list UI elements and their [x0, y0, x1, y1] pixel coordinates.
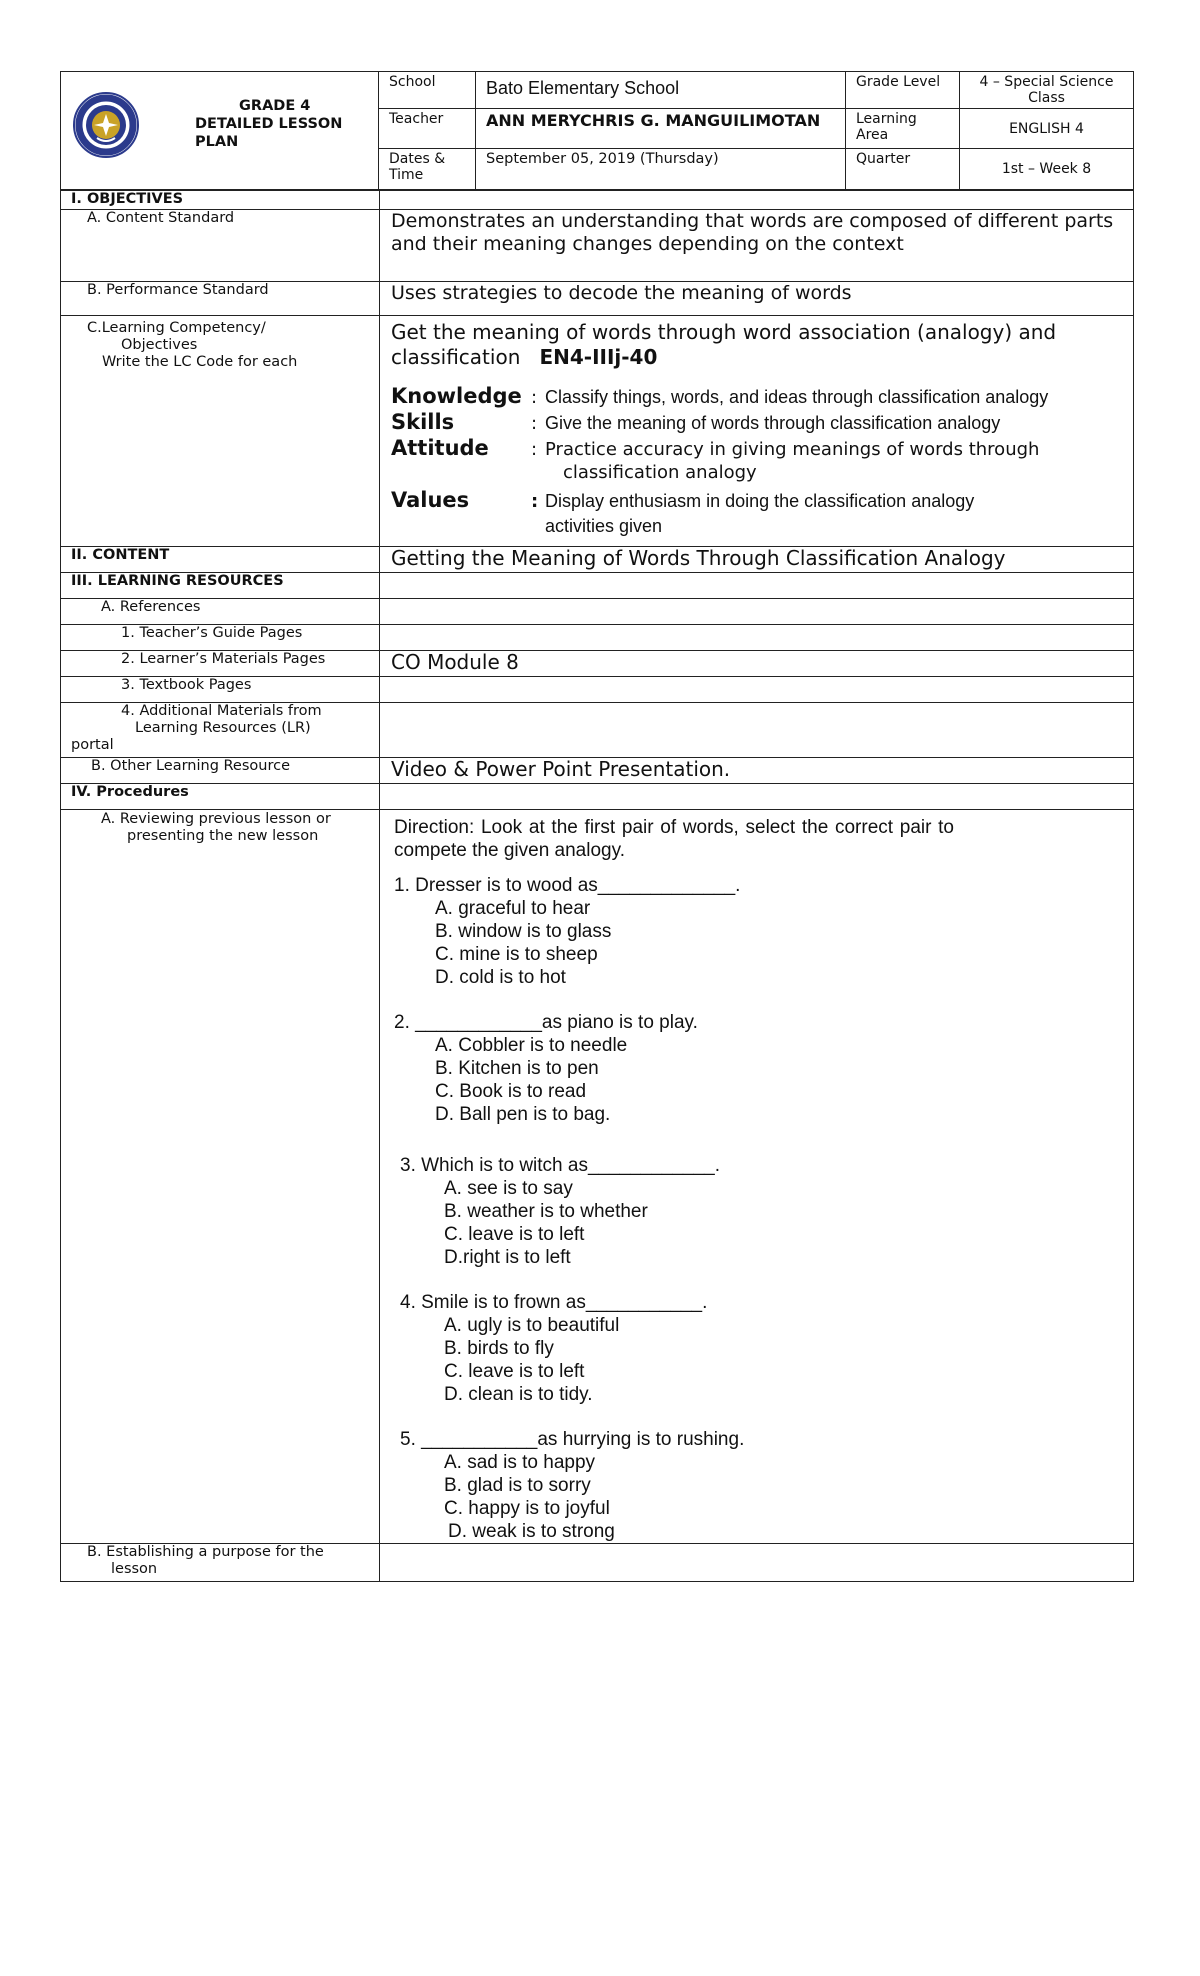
values-label: Values — [391, 488, 470, 512]
content-value: Getting the Meaning of Words Through Classification Analogy — [380, 547, 1134, 573]
content-standard-value: Demonstrates an understanding that words are composed of different parts and their meaning changes depending on the context — [380, 210, 1134, 282]
question-option: D.right is to left — [444, 1247, 571, 1268]
question-stem: 5. ___________as hurrying is to rushing. — [400, 1429, 745, 1450]
content-standard-row — [61, 210, 1134, 282]
skills-value: Give the meaning of words through classification analogy — [545, 413, 1001, 433]
competency-label-line-1: C.Learning Competency/ — [87, 320, 266, 336]
empty-cell — [380, 677, 1134, 703]
purpose-label-line-1: B. Establishing a purpose for the — [87, 1544, 324, 1560]
question-stem: 4. Smile is to frown as___________. — [400, 1292, 708, 1313]
question-item — [391, 874, 1123, 989]
additional-materials-label — [61, 703, 380, 758]
empty-cell — [380, 703, 1134, 758]
question-option: B. Kitchen is to pen — [435, 1058, 599, 1079]
question-option: A. ugly is to beautiful — [444, 1315, 620, 1336]
attitude-label: Attitude — [391, 436, 489, 460]
colon-label: : — [531, 439, 538, 460]
question-option: C. happy is to joyful — [444, 1498, 610, 1519]
content-standard-label: A. Content Standard — [61, 210, 380, 282]
additional-materials-row — [61, 703, 1134, 758]
question-option: C. leave is to left — [444, 1224, 585, 1245]
learners-materials-value: CO Module 8 — [380, 651, 1134, 677]
competency-label-line-2: Objectives — [121, 337, 198, 353]
teacher-label: Teacher — [379, 109, 476, 149]
empty-cell — [380, 599, 1134, 625]
competency-description: Get the meaning of words through word association (analogy) and classification — [391, 320, 1057, 369]
title-line-3: PLAN — [195, 134, 239, 150]
teachers-guide-row — [61, 625, 1134, 651]
question-item — [391, 1154, 1123, 1269]
dates-label: Dates & Time — [379, 149, 476, 191]
review-label-line-2: presenting the new lesson — [127, 828, 319, 844]
procedures-heading: IV. Procedures — [61, 784, 380, 810]
skills-line — [391, 410, 1123, 436]
empty-cell — [380, 625, 1134, 651]
deped-seal-icon — [73, 92, 139, 158]
performance-standard-row — [61, 282, 1134, 316]
area-value: ENGLISH 4 — [960, 109, 1133, 149]
colon-label: : — [531, 387, 538, 408]
question-option: B. window is to glass — [435, 921, 612, 942]
question-option: D. clean is to tidy. — [444, 1384, 593, 1405]
question-option: D. weak is to strong — [448, 1521, 615, 1542]
question-option: D. cold is to hot — [435, 967, 566, 988]
lc-code: EN4-IIIj-40 — [539, 345, 658, 369]
objectives-heading: I. OBJECTIVES — [61, 191, 380, 210]
question-stem: 2. ____________as piano is to play. — [394, 1012, 698, 1033]
question-option: C. Book is to read — [435, 1081, 587, 1102]
purpose-label-line-2: lesson — [111, 1561, 158, 1577]
learners-materials-row — [61, 651, 1134, 677]
header-block — [60, 71, 1134, 190]
question-option: A. see is to say — [444, 1178, 573, 1199]
empty-cell — [380, 573, 1134, 599]
title-line-2: DETAILED LESSON — [195, 116, 343, 132]
lesson-plan-title — [195, 97, 375, 151]
other-resource-row — [61, 758, 1134, 784]
knowledge-label: Knowledge — [391, 384, 522, 408]
title-line-1: GRADE 4 — [239, 98, 311, 114]
values-line — [391, 488, 1123, 514]
learning-competency-value — [380, 316, 1134, 547]
content-row — [61, 547, 1134, 573]
resources-heading: III. LEARNING RESOURCES — [61, 573, 380, 599]
question-option: B. glad is to sorry — [444, 1475, 591, 1496]
question-option: B. birds to fly — [444, 1338, 554, 1359]
question-option: D. Ball pen is to bag. — [435, 1104, 611, 1125]
review-label-line-1: A. Reviewing previous lesson or — [101, 811, 331, 827]
learning-competency-label — [61, 316, 380, 547]
header-title-cell — [61, 72, 379, 189]
additional-label-line-1: 4. Additional Materials from — [121, 703, 322, 719]
empty-cell — [380, 1544, 1134, 1582]
additional-label-line-2: Learning Resources (LR) — [135, 720, 311, 736]
content-heading: II. CONTENT — [61, 547, 380, 573]
performance-standard-value: Uses strategies to decode the meaning of words — [380, 282, 1134, 316]
question-option: C. mine is to sheep — [435, 944, 598, 965]
question-option: B. weather is to whether — [444, 1201, 648, 1222]
empty-cell — [380, 784, 1134, 810]
review-lesson-row — [61, 810, 1134, 1544]
colon-label: : — [531, 491, 539, 512]
dates-value: September 05, 2019 (Thursday) — [476, 149, 846, 191]
colon-label: : — [531, 413, 538, 434]
attitude-line — [391, 436, 1123, 462]
question-item — [391, 1291, 1123, 1406]
references-label: A. References — [61, 599, 380, 625]
objectives-heading-row — [61, 191, 1134, 210]
quarter-label: Quarter — [846, 149, 960, 191]
knowledge-value: Classify things, words, and ideas through classification analogy — [545, 387, 1049, 407]
attitude-value-2: classification analogy — [563, 462, 757, 483]
skills-label: Skills — [391, 410, 455, 434]
performance-standard-label: B. Performance Standard — [61, 282, 380, 316]
textbook-row — [61, 677, 1134, 703]
knowledge-line — [391, 384, 1123, 410]
values-value-2: activities given — [545, 516, 663, 536]
procedures-heading-row — [61, 784, 1134, 810]
school-label: School — [379, 72, 476, 109]
review-lesson-label — [61, 810, 380, 1544]
purpose-row — [61, 1544, 1134, 1582]
question-option: A. graceful to hear — [435, 898, 591, 919]
other-resource-value: Video & Power Point Presentation. — [380, 758, 1134, 784]
learning-competency-row — [61, 316, 1134, 547]
empty-cell — [380, 191, 1134, 210]
grade-value: 4 – Special Science Class — [960, 72, 1133, 109]
teacher-value: ANN MERYCHRIS G. MANGUILIMOTAN — [476, 109, 846, 149]
direction-text: Direction: Look at the first pair of words, select the correct pair to compete the given analogy. — [394, 817, 954, 861]
question-stem: 1. Dresser is to wood as_____________. — [394, 875, 741, 896]
review-activity — [380, 810, 1134, 1544]
question-option: A. Cobbler is to needle — [435, 1035, 628, 1056]
references-row — [61, 599, 1134, 625]
attitude-value-1: Practice accuracy in giving meanings of words through — [545, 439, 1040, 460]
additional-label-line-3: portal — [71, 737, 114, 753]
question-item — [391, 1428, 1123, 1543]
question-stem: 3. Which is to witch as____________. — [400, 1155, 721, 1176]
school-value: Bato Elementary School — [476, 72, 846, 109]
question-option: A. sad is to happy — [444, 1452, 596, 1473]
area-label: Learning Area — [846, 109, 960, 149]
learners-materials-label: 2. Learner’s Materials Pages — [61, 651, 380, 677]
question-option: C. leave is to left — [444, 1361, 585, 1382]
other-resource-label: B. Other Learning Resource — [61, 758, 380, 784]
teachers-guide-label: 1. Teacher’s Guide Pages — [61, 625, 380, 651]
resources-heading-row — [61, 573, 1134, 599]
purpose-label — [61, 1544, 380, 1582]
values-value-1: Display enthusiasm in doing the classification analogy — [545, 491, 975, 511]
competency-text — [391, 320, 1123, 370]
textbook-label: 3. Textbook Pages — [61, 677, 380, 703]
question-item — [391, 1011, 1123, 1126]
lesson-plan-table — [60, 190, 1134, 1582]
grade-label: Grade Level — [846, 72, 960, 109]
quarter-value: 1st – Week 8 — [1001, 161, 1092, 177]
competency-label-line-3: Write the LC Code for each — [102, 354, 298, 370]
